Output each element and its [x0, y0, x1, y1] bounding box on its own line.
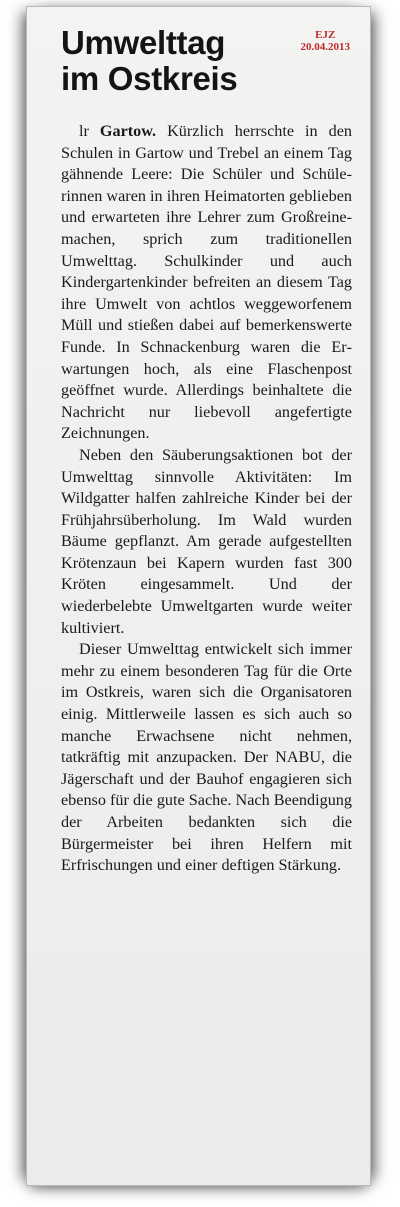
- headline-line-2: im Ostkreis: [61, 60, 238, 97]
- author-prefix: lr: [79, 122, 100, 140]
- paragraph-1: [61, 121, 352, 445]
- paragraph-3: Dieser Umwelttag entwickelt sich immer mehr zu einem besonderen Tag für die Orte im Ostkreis, waren sich die Organisatoren einig. Mittlerweile lassen es sich auch so manche Erwachsene nicht nehmen, tatkräftig mit anzupacken. Der NABU, die Jägerschaft und der Bauhof engagieren sich ebenso für die gute Sache. Nach Beendigung der Arbeiten bedankten sich die Bürgermeister bei ihren Helfern mit Erfrischungen und einer deftigen Stärkung.: [61, 640, 352, 875]
- article-headline: [61, 25, 261, 97]
- stamp-date: 20.04.2013: [300, 41, 350, 53]
- article-body: [61, 121, 352, 877]
- stamp-source: EJZ: [315, 29, 336, 41]
- headline-line-1: Umwelttag: [61, 24, 226, 61]
- headline-row: [61, 25, 352, 107]
- paragraph-1-text: Kürzlich herrschte in den Schulen in Gartow und Trebel an einem Tag gähnende Leere: Die Schüler und Schülerinnen waren in ihren Heimatorten geblieben und erwarteten ihre Lehrer zum Großreinemachen, sprich zum traditionellen Umwelttag. Schulkinder und auch Kindergartenkinder befreiten an diesem Tag ihre Umwelt von achtlos weggeworfenem Müll und stießen dabei auf bemerkenswerte Funde. In Schnackenburg waren die Erwartungen hoch, als eine Flaschenpost geöffnet wurde. Allerdings beinhaltete die Nachricht nur liebevoll angefertigte Zeichnungen.: [61, 122, 352, 443]
- newspaper-clipping: [26, 6, 371, 1186]
- source-date-stamp: [301, 29, 351, 53]
- paragraph-2: Neben den Säuberungsaktionen bot der Umwelttag sinnvolle Aktivitäten: Im Wildgatter halfen zahlreiche Kinder bei der Frühjahrsüberholung. Im Wald wurden Bäume gepflanzt. Am gerade aufgestellten Krötenzaun bei Kapern wurden fast 300 Kröten eingesammelt. Und der wiederbelebte Umweltgarten wurde weiter kultiviert.: [61, 445, 352, 637]
- dateline: Gartow.: [99, 122, 157, 140]
